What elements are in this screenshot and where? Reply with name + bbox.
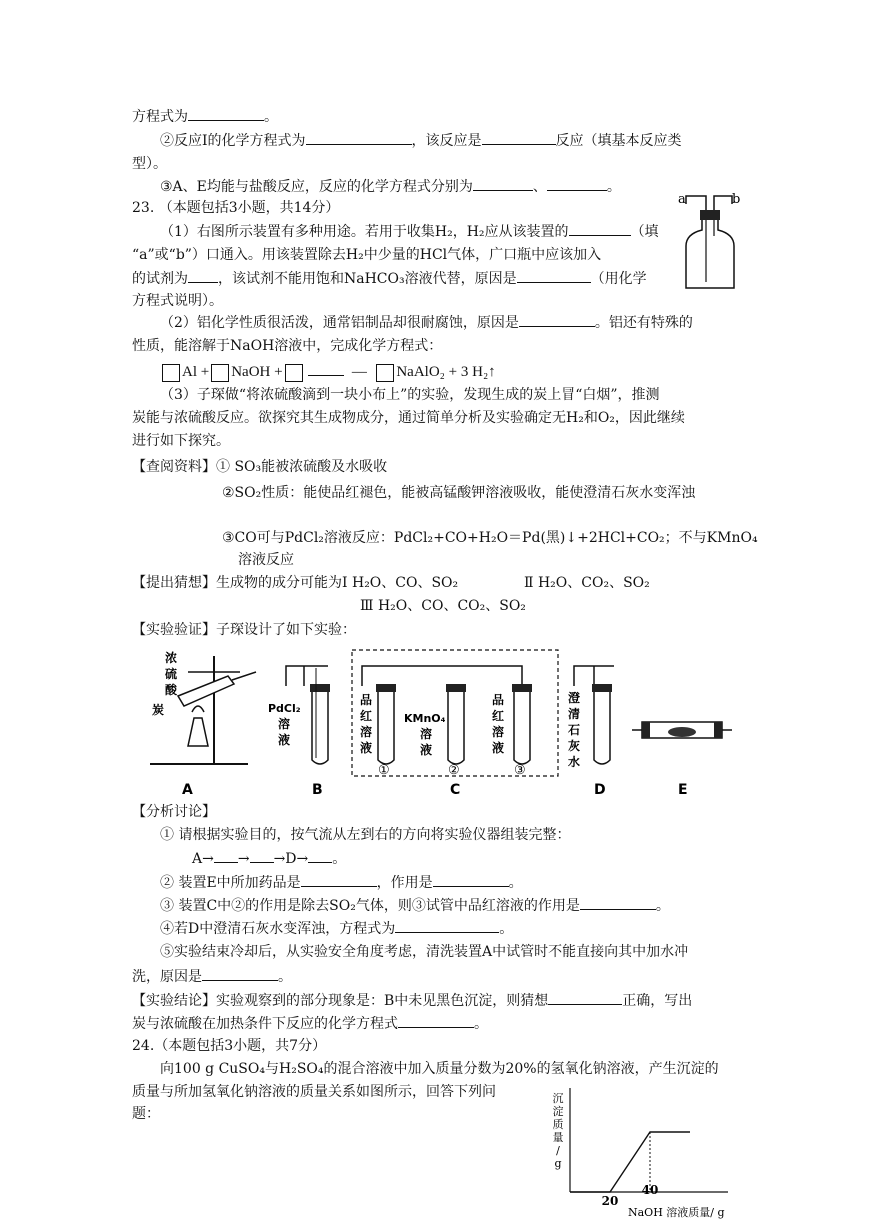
text-line — [132, 620, 356, 640]
y-axis-label-char: g — [554, 1157, 562, 1170]
text: 反应（填基本反应类 — [555, 133, 682, 149]
x-tick-label: 40 — [641, 1183, 659, 1197]
text-line: “a”或“b”）口通入。用该装置除去H₂中少量的HCl气体，广口瓶中应该加入 — [132, 247, 602, 263]
y-axis-label — [553, 1092, 564, 1170]
precipitate-chart — [540, 1080, 740, 1222]
text: — — [351, 364, 367, 380]
label-c1-4: 液 — [360, 741, 373, 755]
text: 方程式为 — [132, 109, 188, 125]
text: 。 — [508, 875, 523, 891]
x-axis-label: NaOH 溶液质量/ g — [628, 1206, 725, 1219]
label-c2-1: 溶 — [420, 727, 433, 741]
answer-blank[interactable] — [306, 130, 412, 145]
label-b: b — [732, 192, 741, 207]
label-c3-2: 红 — [492, 709, 505, 723]
label-c3-3: 溶 — [492, 725, 505, 739]
label-d-2: 清 — [568, 707, 581, 721]
num-2: ② — [448, 763, 460, 778]
label-a: a — [678, 192, 686, 207]
text: 实验观察到的部分现象是：B中未见黑色沉淀，则猜想 — [216, 993, 549, 1009]
text: ②反应Ⅰ的化学方程式为 — [160, 133, 306, 149]
text: → — [237, 851, 250, 867]
text-line: （3）子琛做“将浓硫酸滴到一块小布上”的实验，发现生成的炭上冒“白烟”，推测 — [160, 387, 660, 403]
label-c1-2: 红 — [360, 709, 373, 723]
text: 洗，原因是 — [132, 969, 202, 985]
coefficient-box[interactable] — [162, 364, 180, 382]
text: →D→ — [273, 851, 309, 867]
text-line: 溶液反应 — [238, 552, 294, 568]
label-d-4: 灰 — [568, 739, 581, 753]
text-line — [160, 312, 693, 333]
label-a-2: 硫 — [165, 667, 178, 681]
label-pdcl2: PdCl₂ — [268, 702, 301, 715]
answer-blank[interactable] — [517, 268, 591, 283]
text-line: 向100 g CuSO₄与H₂SO₄的混合溶液中加入质量分数为20%的氢氧化钠溶液，产生沉淀的 — [160, 1061, 719, 1077]
label-carbon: 炭 — [152, 703, 165, 717]
answer-blank[interactable] — [398, 1013, 474, 1028]
answer-blank[interactable] — [250, 848, 274, 863]
text-line — [132, 457, 387, 477]
text-line — [132, 268, 647, 289]
text: 。 — [499, 921, 514, 937]
text-line: Ⅲ H₂O、CO、CO₂、SO₂ — [360, 598, 526, 614]
answer-blank[interactable] — [188, 106, 264, 121]
text-line: ① 请根据实验目的，按气流从左到右的方向将实验仪器组装完整： — [160, 827, 571, 843]
coefficient-box[interactable] — [211, 364, 229, 382]
answer-blank[interactable] — [482, 130, 556, 145]
text-line — [132, 573, 458, 593]
text-line — [160, 221, 659, 242]
text-line — [192, 848, 346, 869]
answer-blank[interactable] — [548, 990, 622, 1005]
y-axis-label-char: / — [556, 1144, 560, 1157]
label-c2-2: 液 — [420, 743, 433, 757]
apparatus-a — [150, 650, 256, 798]
text: 炭与浓硫酸在加热条件下反应的化学方程式 — [132, 1016, 398, 1032]
label-c1-1: 品 — [360, 693, 373, 707]
num-1: ① — [378, 763, 390, 778]
apparatus-c — [360, 666, 532, 798]
label-b-2: 液 — [278, 733, 291, 747]
letter-a: A — [182, 782, 193, 798]
equation-line — [160, 361, 496, 382]
text-line: Ⅱ H₂O、CO₂、SO₂ — [524, 575, 650, 591]
text: （用化学 — [590, 271, 647, 287]
label-c1-3: 溶 — [360, 725, 373, 739]
text: 、 — [532, 179, 547, 195]
text: ② 装置E中所加药品是 — [160, 875, 301, 891]
section-label: 【提出猜想】 — [132, 575, 216, 591]
apparatus-b — [268, 666, 330, 798]
y-axis-label-char: 沉 — [552, 1092, 564, 1105]
text: ④若D中澄清石灰水变浑浊，方程式为 — [160, 921, 396, 937]
x-tick-label: 20 — [601, 1194, 619, 1208]
text: ③A、E均能与盐酸反应，反应的化学方程式分别为 — [160, 179, 473, 195]
text: ① SO₃能被浓硫酸及水吸收 — [216, 459, 388, 475]
text-line: 型）。 — [132, 156, 167, 172]
text-line — [132, 106, 278, 127]
apparatus-e — [632, 722, 732, 798]
answer-blank[interactable] — [433, 872, 509, 887]
text-line: 性质，能溶解于NaOH溶液中，完成化学方程式： — [132, 338, 443, 354]
text: NaAlO₂ + 3 H₂↑ — [396, 364, 496, 380]
answer-blank[interactable] — [580, 895, 656, 910]
text: ，作用是 — [376, 875, 433, 891]
answer-blank[interactable] — [308, 848, 332, 863]
series-line — [570, 1132, 690, 1192]
text: 的试剂为 — [132, 271, 188, 287]
text-line — [132, 990, 692, 1011]
text: （2）铝化学性质很活泼，通常铝制品却很耐腐蚀，原因是 — [160, 315, 519, 331]
text-line: 进行如下探究。 — [132, 433, 230, 449]
text: 生成物的成分可能为Ⅰ H₂O、CO、SO₂ — [216, 575, 459, 591]
text: （1）右图所示装置有多种用途。若用于收集H₂，H₂应从该装置的 — [160, 224, 569, 240]
coefficient-box[interactable] — [285, 364, 303, 382]
label-c3-4: 液 — [492, 741, 505, 755]
text: Al + — [182, 364, 210, 380]
letter-e: E — [678, 782, 688, 798]
text: （填 — [630, 224, 659, 240]
text: 。 — [474, 1016, 488, 1032]
text-line — [160, 130, 682, 151]
answer-blank[interactable] — [519, 312, 595, 327]
answer-blank[interactable] — [202, 966, 278, 981]
text-line: ②SO₂性质：能使品红褪色，能被高锰酸钾溶液吸收，能使澄清石灰水变浑浊 — [222, 485, 696, 501]
text-line: ⑤实验结束冷却后，从实验安全角度考虑，清洗装置A中试管时不能直接向其中加水冲 — [160, 944, 689, 960]
y-axis-label-char: 淀 — [552, 1105, 564, 1118]
section-label: 【查阅资料】 — [132, 459, 216, 475]
answer-blank[interactable] — [188, 268, 218, 283]
answer-blank[interactable] — [308, 361, 344, 376]
text: A→ — [192, 851, 214, 867]
text: ，该试剂不能用饱和NaHCO₃溶液代替，原因是 — [218, 271, 517, 287]
answer-blank[interactable] — [547, 176, 607, 191]
answer-blank[interactable] — [395, 918, 499, 933]
text: 。 — [278, 969, 292, 985]
y-axis-label-char: 质 — [552, 1118, 564, 1131]
text-line — [160, 895, 670, 916]
apparatus-figure — [148, 646, 738, 798]
text: 。 — [264, 109, 278, 125]
label-b-1: 溶 — [278, 717, 291, 731]
text-line — [132, 1013, 488, 1034]
label-a-3: 酸 — [165, 683, 178, 697]
label-a-1: 浓 — [165, 651, 178, 665]
text: 。铝还有特殊的 — [594, 315, 693, 331]
coefficient-box[interactable] — [376, 364, 394, 382]
section-label: 【实验验证】 — [132, 622, 216, 638]
gas-bottle-figure — [672, 186, 752, 296]
section-label: 【分析讨论】 — [132, 804, 216, 820]
text: ③ 装置C中②的作用是除去SO₂气体，则③试管中品红溶液的作用是 — [160, 898, 580, 914]
text: 。 — [606, 179, 621, 195]
text-line: 炭能与浓硫酸反应。欲探究其生成物成分，通过简单分析及实验确定无H₂和O₂，因此继续 — [132, 410, 685, 426]
text-line — [160, 872, 523, 893]
section-label: 【实验结论】 — [132, 993, 216, 1009]
text: 正确，写出 — [622, 993, 693, 1009]
apparatus-d — [568, 666, 614, 798]
text: 。 — [655, 898, 670, 914]
answer-blank[interactable] — [569, 221, 631, 236]
label-c3-1: 品 — [492, 693, 505, 707]
question-heading: 23. （本题包括3小题，共14分） — [132, 200, 340, 216]
text-line — [132, 966, 292, 987]
answer-blank[interactable] — [301, 872, 377, 887]
letter-b: B — [312, 782, 323, 798]
label-d-1: 澄 — [568, 691, 581, 705]
question-heading: 24.（本题包括3小题，共7分） — [132, 1038, 327, 1054]
num-3: ③ — [514, 763, 526, 778]
apparatus-c-frame — [352, 650, 558, 776]
letter-d: D — [594, 782, 606, 798]
text: NaOH + — [231, 364, 283, 380]
text: ，该反应是 — [411, 133, 482, 149]
text-line: 方程式说明）。 — [132, 293, 223, 309]
label-d-5: 水 — [568, 755, 581, 769]
text-line — [160, 918, 513, 939]
text-line: ③CO可与PdCl₂溶液反应：PdCl₂+CO+H₂O＝Pd(黑)↓+2HCl+CO₂；不与KMnO₄ — [222, 530, 758, 546]
y-axis-label-char: 量 — [552, 1131, 564, 1144]
label-kmno4: KMnO₄ — [404, 712, 446, 725]
label-d-3: 石 — [568, 723, 581, 737]
answer-blank[interactable] — [214, 848, 238, 863]
text-line — [160, 176, 621, 197]
answer-blank[interactable] — [473, 176, 533, 191]
text-line: 质量与所加氢氧化钠溶液的质量关系如图所示，回答下列问 — [132, 1084, 496, 1100]
text-line: 题： — [132, 1106, 160, 1122]
text: 子琛设计了如下实验： — [216, 622, 356, 638]
text: 。 — [332, 851, 347, 867]
letter-c: C — [450, 782, 461, 798]
